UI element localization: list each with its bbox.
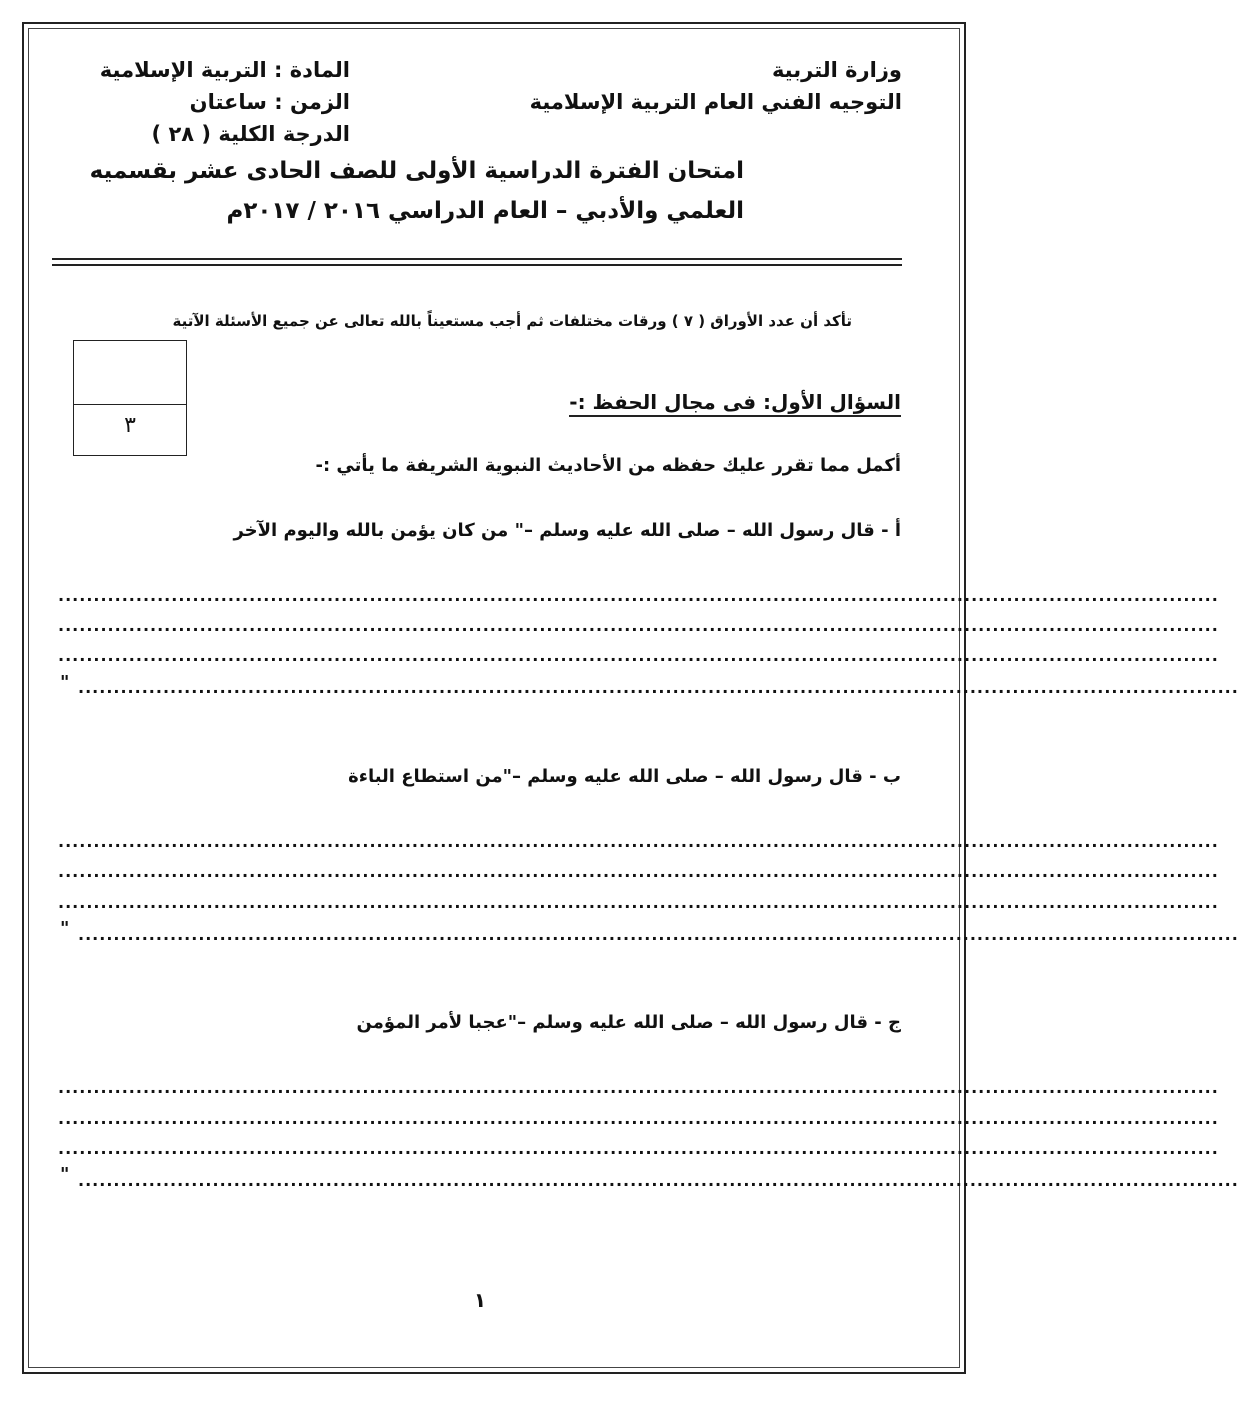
header-rule-top xyxy=(52,258,902,260)
department-name: التوجيه الفني العام التربية الإسلامية xyxy=(529,90,902,114)
exam-title-line2: العلمي والأدبي – العام الدراسي ٢٠١٦ / ٢٠١٧م xyxy=(226,198,744,224)
answer-line-a4[interactable]: .................................................................................................................................................................... xyxy=(78,678,1239,697)
page-number: ١ xyxy=(473,1288,487,1312)
answer-line-c4[interactable]: .................................................................................................................................................................... xyxy=(78,1171,1239,1190)
answer-line-b4[interactable]: .................................................................................................................................................................... xyxy=(78,925,1239,944)
answer-line-b2[interactable]: .................................................................................................................................................................... xyxy=(58,862,1219,881)
exam-title-line1: امتحان الفترة الدراسية الأولى للصف الحادى عشر بقسميه xyxy=(89,158,744,184)
hadith-item-a: أ - قال رسول الله – صلى الله عليه وسلم –" من كان يؤمن بالله واليوم الآخر xyxy=(233,520,901,541)
answer-line-a1[interactable]: .................................................................................................................................................................... xyxy=(58,586,1219,605)
answer-line-c2[interactable]: .................................................................................................................................................................... xyxy=(58,1109,1219,1128)
hadith-item-c: ج - قال رسول الله – صلى الله عليه وسلم –"عجبا لأمر المؤمن xyxy=(356,1012,901,1033)
answer-line-a2[interactable]: .................................................................................................................................................................... xyxy=(58,616,1219,635)
answer-line-a3[interactable]: .................................................................................................................................................................... xyxy=(58,646,1219,665)
hadith-item-b: ب - قال رسول الله – صلى الله عليه وسلم –"من استطاع الباءة xyxy=(348,766,901,787)
duration-label: الزمن : ساعتان xyxy=(189,90,350,114)
answer-line-b3[interactable]: .................................................................................................................................................................... xyxy=(58,893,1219,912)
closing-quote-c: " xyxy=(60,1164,70,1185)
answer-line-b1[interactable]: .................................................................................................................................................................... xyxy=(58,832,1219,851)
grade-box-divider xyxy=(74,404,186,405)
question-1-heading: السؤال الأول: فى مجال الحفظ :- xyxy=(569,390,901,417)
grade-box[interactable] xyxy=(73,340,187,456)
answer-line-c1[interactable]: .................................................................................................................................................................... xyxy=(58,1078,1219,1097)
subject-label: المادة : التربية الإسلامية xyxy=(99,58,350,82)
grade-box-score: ٣ xyxy=(124,413,136,438)
closing-quote-a: " xyxy=(60,672,70,693)
question-1-prompt: أكمل مما تقرر عليك حفظه من الأحاديث النبوية الشريفة ما يأتي :- xyxy=(315,455,901,476)
total-grade-label: الدرجة الكلية ( ٢٨ ) xyxy=(151,122,350,146)
header-rule-bottom xyxy=(52,264,902,266)
ministry-name: وزارة التربية xyxy=(771,58,902,82)
page-border-inner xyxy=(28,28,1239,1368)
instructions: تأكد أن عدد الأوراق ( ٧ ) ورقات مختلفات ثم أجب مستعيناً بالله تعالى عن جميع الأسئلة الآتية xyxy=(172,312,852,330)
answer-line-c3[interactable]: .................................................................................................................................................................... xyxy=(58,1139,1219,1158)
closing-quote-b: " xyxy=(60,918,70,939)
